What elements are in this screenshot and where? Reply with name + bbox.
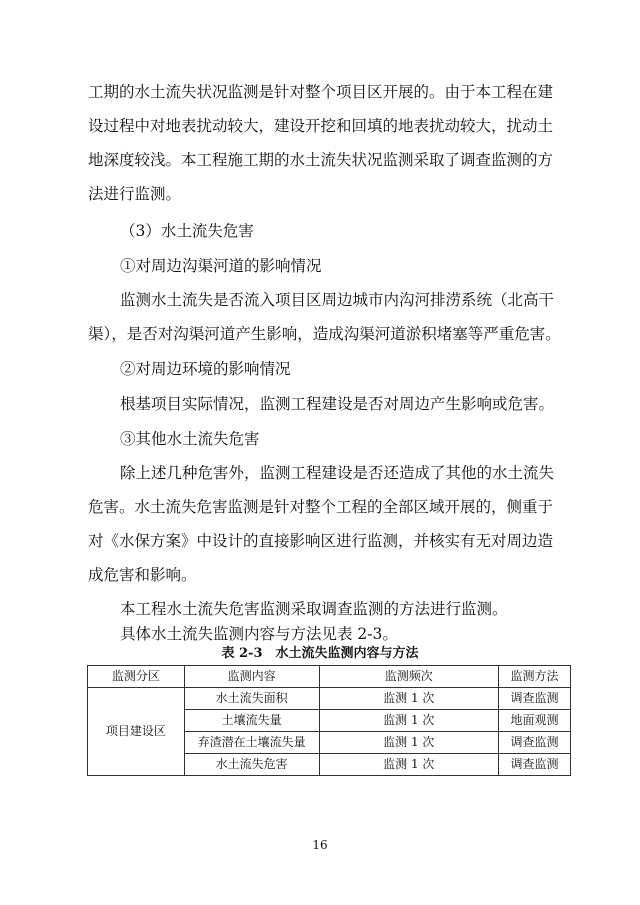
paragraph-line: 成危害和影响。 bbox=[88, 566, 197, 584]
table-cell: 调查监测 bbox=[499, 732, 571, 754]
table-cell: 监测 1 次 bbox=[319, 710, 499, 732]
subsection-heading: ②对周边环境的影响情况 bbox=[120, 360, 291, 378]
table-cell: 土壤流失量 bbox=[184, 710, 319, 732]
table-header-cell: 监测方法 bbox=[499, 666, 571, 688]
page-number: 16 bbox=[312, 838, 328, 852]
table-cell: 调查监测 bbox=[499, 688, 571, 710]
subsection-heading: ①对周边沟渠河道的影响情况 bbox=[120, 257, 322, 275]
paragraph-line: 监测水土流失是否流入项目区周边城市内沟河排涝系统（北高干 bbox=[120, 291, 555, 309]
paragraph-line: 工期的水土流失状况监测是针对整个项目区开展的。由于本工程在建 bbox=[88, 83, 554, 101]
paragraph-line: 危害。水土流失危害监测是针对整个工程的全部区域开展的，侧重于 bbox=[88, 498, 554, 516]
table-row bbox=[88, 688, 571, 710]
paragraph-line: 除上述几种危害外，监测工程建设是否还造成了其他的水土流失 bbox=[120, 464, 555, 482]
table-cell: 监测 1 次 bbox=[319, 732, 499, 754]
table-caption: 表 2-3 水土流失监测内容与方法 bbox=[221, 646, 419, 661]
table-header-cell: 监测频次 bbox=[319, 666, 499, 688]
table-cell: 监测 1 次 bbox=[319, 688, 499, 710]
paragraph-line: 设过程中对地表扰动较大，建设开挖和回填的地表扰动较大，扰动土 bbox=[88, 117, 554, 135]
paragraph-line: 法进行监测。 bbox=[88, 185, 182, 203]
paragraph-line: 对《水保方案》中设计的直接影响区进行监测，并核实有无对周边造 bbox=[88, 532, 554, 550]
table-header-row bbox=[88, 666, 571, 688]
paragraph-line: 根基项目实际情况，监测工程建设是否对周边产生影响或危害。 bbox=[120, 395, 555, 413]
table-cell: 水土流失面积 bbox=[184, 688, 319, 710]
paragraph-line: 渠），是否对沟渠河道产生影响，造成沟渠河道淤积堵塞等严重危害。 bbox=[88, 325, 561, 343]
table-cell: 地面观测 bbox=[499, 710, 571, 732]
table-cell: 监测 1 次 bbox=[319, 754, 499, 776]
paragraph-line: 具体水土流失监测内容与方法见表 2-3。 bbox=[120, 625, 398, 643]
monitoring-table bbox=[87, 665, 571, 776]
paragraph-line: 本工程水土流失危害监测采取调查监测的方法进行监测。 bbox=[120, 600, 508, 618]
zone-cell: 项目建设区 bbox=[88, 688, 185, 776]
table-header-cell: 监测内容 bbox=[184, 666, 319, 688]
subsection-heading: ③其他水土流失危害 bbox=[120, 430, 260, 448]
paragraph-line: 地深度较浅。本工程施工期的水土流失状况监测采取了调查监测的方 bbox=[88, 151, 554, 169]
section-heading: （3）水土流失危害 bbox=[120, 222, 254, 240]
table-header-cell: 监测分区 bbox=[88, 666, 185, 688]
table-cell: 弃渣潜在土壤流失量 bbox=[184, 732, 319, 754]
table-cell: 调查监测 bbox=[499, 754, 571, 776]
table-cell: 水土流失危害 bbox=[184, 754, 319, 776]
